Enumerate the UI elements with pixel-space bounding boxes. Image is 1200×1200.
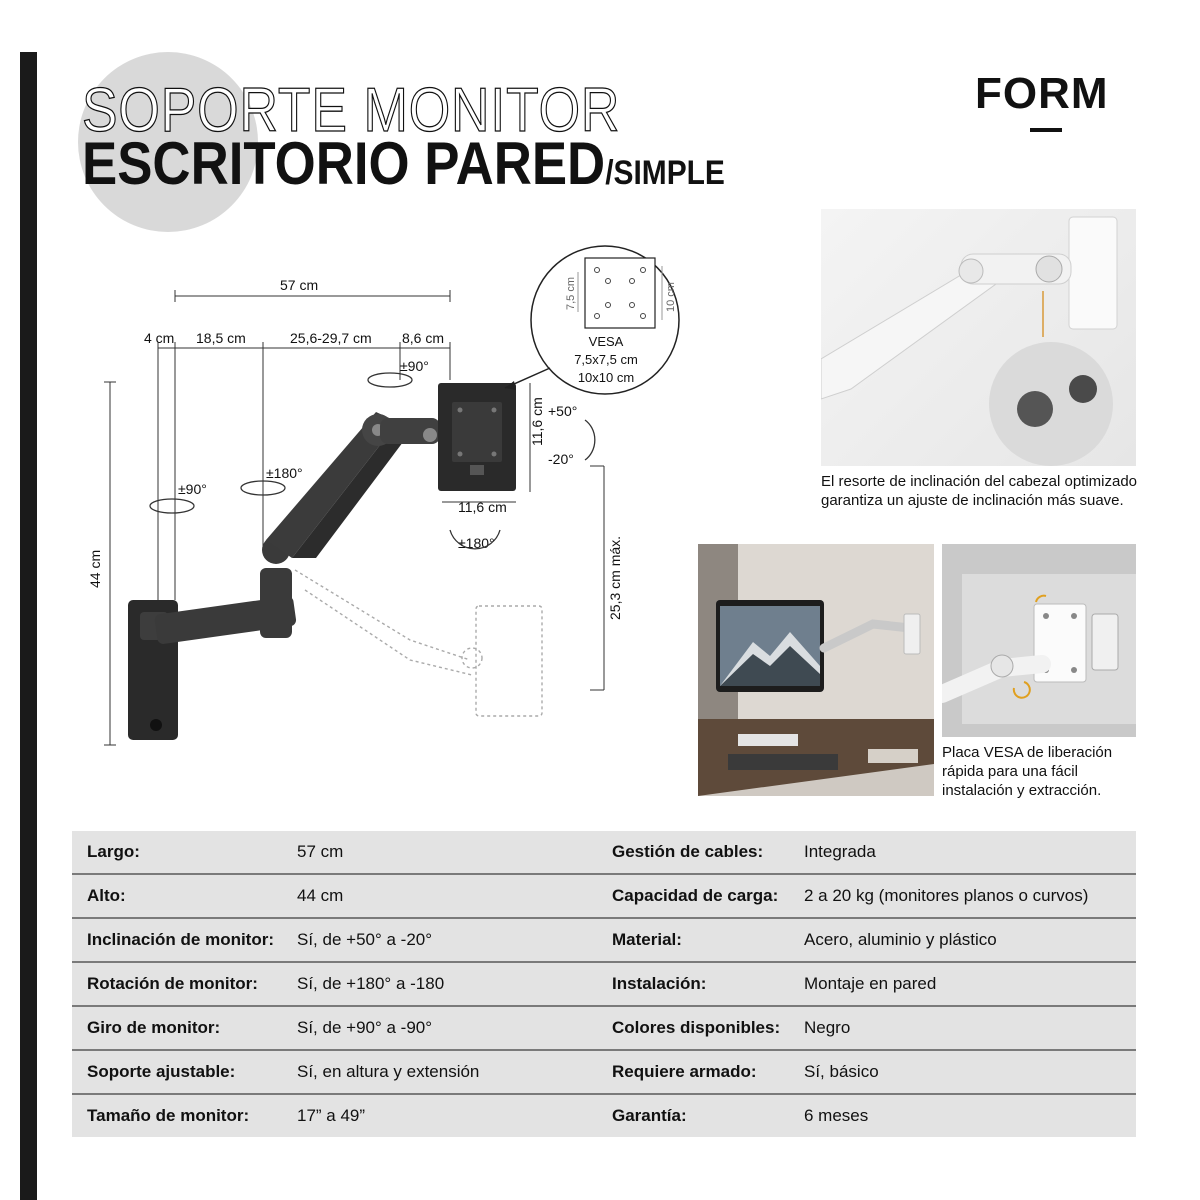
spec-value: Montaje en pared bbox=[804, 974, 937, 993]
spec-value: 17” a 49” bbox=[297, 1106, 366, 1125]
dim-plate-width: 11,6 cm bbox=[458, 499, 507, 515]
spec-value: Sí, de +50° a -20° bbox=[297, 930, 433, 949]
spec-label: Soporte ajustable: bbox=[87, 1062, 236, 1081]
dim-seg-1: 4 cm bbox=[144, 330, 175, 346]
dim-plate-height: 11,6 cm bbox=[529, 397, 545, 446]
spec-table bbox=[72, 831, 1136, 1137]
left-accent-bar bbox=[20, 52, 37, 1200]
tilt-spring-caption: El resorte de inclinación del cabezal optimizado garantiza un ajuste de inclinación más suave. bbox=[821, 473, 1138, 509]
vesa-size-1: 7,5x7,5 cm bbox=[574, 352, 638, 367]
dim-seg-2: 18,5 cm bbox=[196, 330, 246, 346]
spec-label: Instalación: bbox=[612, 974, 707, 993]
table-row bbox=[72, 963, 1136, 1007]
vesa-mount-plate bbox=[438, 383, 516, 491]
spec-value: 57 cm bbox=[297, 842, 344, 861]
table-row bbox=[72, 1007, 1136, 1051]
swivel-mid-label: ±180° bbox=[266, 465, 303, 481]
vesa-plate-caption: Placa VESA de liberación rápida para una fácil instalación y extracción. bbox=[942, 744, 1113, 799]
spec-label: Rotación de monitor: bbox=[87, 974, 258, 993]
title-line-1: SOPORTE MONITOR bbox=[82, 76, 621, 145]
spec-label: Colores disponibles: bbox=[612, 1018, 781, 1037]
rotation-label: ±180° bbox=[458, 535, 495, 551]
brand-logo: FORM bbox=[975, 69, 1109, 118]
spec-value: 6 meses bbox=[804, 1106, 869, 1125]
table-row bbox=[72, 875, 1136, 919]
spec-value: Sí, de +90° a -90° bbox=[297, 1018, 433, 1037]
spec-value: 2 a 20 kg (monitores planos o curvos) bbox=[804, 886, 1089, 905]
spec-label: Tamaño de monitor: bbox=[87, 1106, 250, 1125]
spec-label: Garantía: bbox=[612, 1106, 687, 1125]
ghost-arm bbox=[295, 570, 542, 716]
table-row bbox=[72, 831, 1136, 875]
spec-label: Material: bbox=[612, 930, 682, 949]
spec-value: Sí, en altura y extensión bbox=[297, 1062, 480, 1081]
tilt-spring-photo bbox=[821, 209, 1136, 466]
spec-value: Integrada bbox=[804, 842, 876, 861]
dim-height-adjust: 25,3 cm máx. bbox=[607, 535, 623, 620]
vesa-right-dim: 10 cm bbox=[665, 282, 677, 312]
spec-value: Sí, de +180° a -180 bbox=[297, 974, 445, 993]
vesa-plate-photo bbox=[942, 544, 1136, 737]
tilt-down-label: -20° bbox=[548, 451, 574, 467]
upper-arm bbox=[266, 412, 440, 558]
spec-label: Requiere armado: bbox=[612, 1062, 757, 1081]
table-row bbox=[72, 1095, 1136, 1137]
spec-label: Gestión de cables: bbox=[612, 842, 764, 861]
dim-seg-3: 25,6-29,7 cm bbox=[290, 330, 372, 346]
tilt-up-label: +50° bbox=[548, 403, 578, 419]
spec-value: Negro bbox=[804, 1018, 851, 1037]
dim-width-total: 57 cm bbox=[280, 277, 319, 293]
dim-seg-4: 8,6 cm bbox=[402, 330, 445, 346]
spec-label: Giro de monitor: bbox=[87, 1018, 221, 1037]
vesa-callout bbox=[505, 246, 679, 394]
spec-value: Sí, básico bbox=[804, 1062, 879, 1081]
table-row bbox=[72, 1051, 1136, 1095]
spec-label: Capacidad de carga: bbox=[612, 886, 779, 905]
spec-value: 44 cm bbox=[297, 886, 344, 905]
dimension-diagram bbox=[80, 240, 700, 760]
vesa-size-2: 10x10 cm bbox=[577, 370, 635, 385]
spec-label: Largo: bbox=[87, 842, 140, 861]
swivel-base-label: ±90° bbox=[178, 481, 207, 497]
swivel-head-label: ±90° bbox=[400, 358, 429, 374]
title-suffix: /SIMPLE bbox=[605, 154, 725, 192]
spec-label: Alto: bbox=[87, 886, 126, 905]
spec-label: Inclinación de monitor: bbox=[87, 930, 275, 949]
table-row bbox=[72, 919, 1136, 963]
title-line-2 bbox=[82, 130, 725, 197]
vesa-left-dim: 7,5 cm bbox=[565, 276, 577, 310]
vesa-label: VESA bbox=[588, 334, 624, 349]
title-main: ESCRITORIO PARED bbox=[82, 130, 606, 197]
spec-value: Acero, aluminio y plástico bbox=[804, 930, 997, 949]
room-scene-photo bbox=[698, 544, 934, 796]
brand-logo-underline bbox=[1030, 128, 1062, 132]
dim-height: 44 cm bbox=[87, 549, 103, 588]
